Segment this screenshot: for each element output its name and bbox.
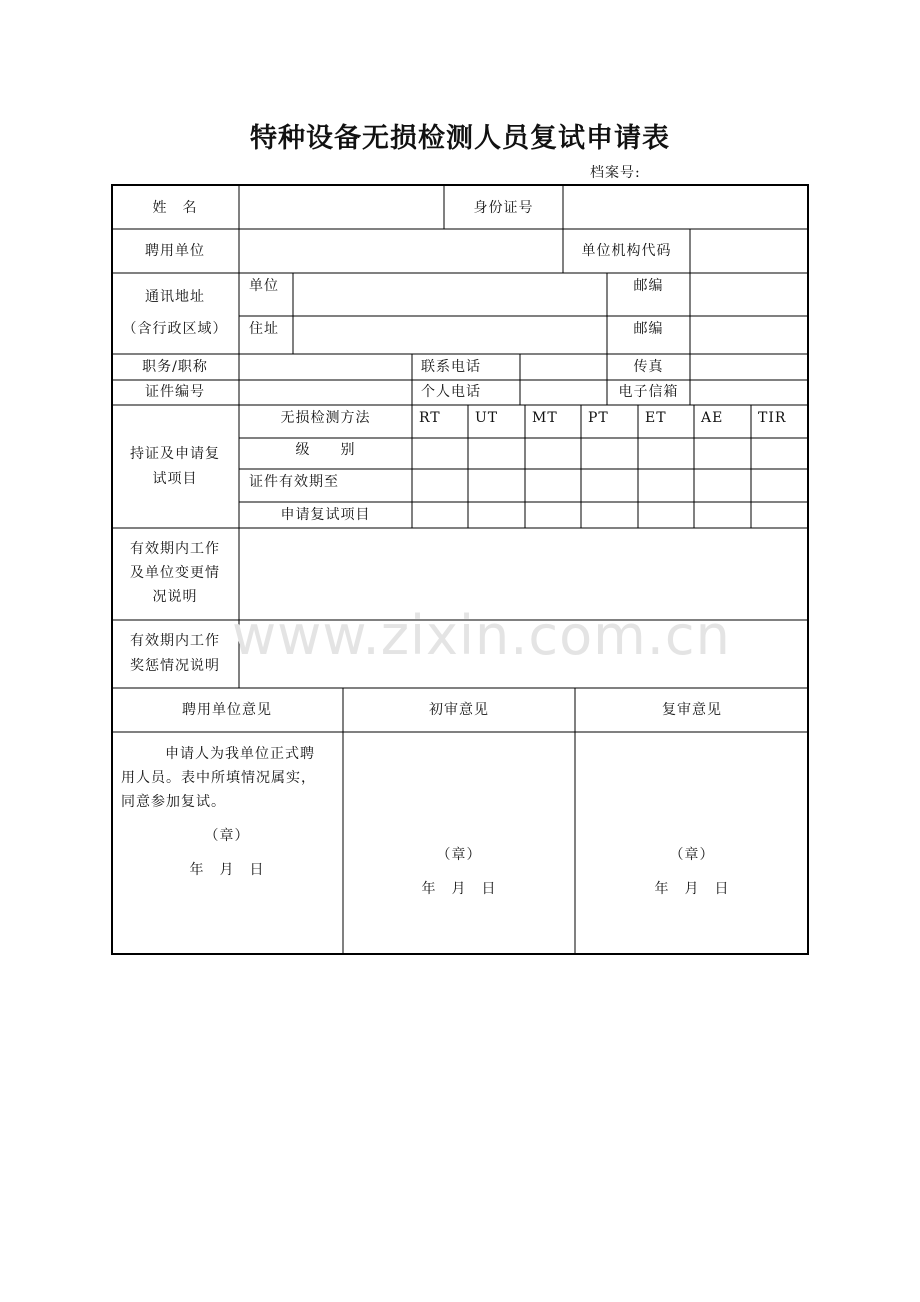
id-number-label: 身份证号	[473, 200, 534, 216]
awards-label: 有效期内工作	[130, 633, 220, 649]
employer-seal: （章）	[204, 828, 250, 844]
unit-label: 单位	[249, 278, 279, 294]
method-mt: MT	[532, 410, 558, 426]
items-sublabel: 试项目	[152, 471, 198, 487]
method-et: ET	[645, 410, 667, 426]
email-label: 电子信箱	[618, 384, 679, 400]
position-label: 职务/职称	[142, 359, 208, 375]
cert-number-label: 证件编号	[145, 384, 205, 400]
personal-phone-label: 个人电话	[421, 384, 481, 400]
fax-label: 传真	[633, 359, 664, 375]
contact-phone-label: 联系电话	[421, 359, 481, 375]
items-label: 持证及申请复	[130, 446, 220, 462]
postcode-label-1: 邮编	[633, 278, 664, 294]
archive-number-label: 档案号:	[590, 165, 641, 181]
method-ut: UT	[475, 410, 499, 426]
employer-label: 聘用单位	[145, 243, 205, 259]
application-form-table	[111, 184, 809, 955]
validity-label: 证件有效期至	[249, 474, 339, 490]
second-review-label: 复审意见	[662, 702, 722, 718]
statement-line-1: 申请人为我单位正式聘	[165, 746, 315, 762]
postcode-label-2: 邮编	[633, 321, 664, 337]
changes-label-2: 及单位变更情	[130, 565, 220, 581]
changes-label: 有效期内工作	[130, 541, 220, 557]
method-pt: PT	[588, 410, 609, 426]
method-tir: TIR	[758, 410, 787, 426]
employer-opinion-label: 聘用单位意见	[182, 702, 272, 718]
address-sublabel: （含行政区域）	[122, 321, 228, 337]
awards-label-2: 奖惩情况说明	[130, 658, 220, 674]
watermark: www.zixin.com.cn	[232, 604, 731, 667]
level-label: 级 别	[295, 442, 356, 458]
residence-label: 住址	[249, 321, 279, 337]
employer-date: 年 月 日	[189, 862, 265, 878]
address-label: 通讯地址	[145, 289, 205, 305]
apply-items-label: 申请复试项目	[280, 507, 371, 523]
method-ae: AE	[701, 410, 724, 426]
second-review-seal: （章）	[669, 847, 715, 863]
employer-statement	[121, 742, 339, 814]
method-label: 无损检测方法	[280, 410, 371, 426]
changes-label-3: 况说明	[152, 589, 198, 605]
statement-line-3: 同意参加复试。	[121, 794, 226, 810]
org-code-label: 单位机构代码	[581, 243, 672, 259]
form-title: 特种设备无损检测人员复试申请表	[250, 123, 670, 154]
first-review-label: 初审意见	[429, 702, 489, 718]
method-rt: RT	[419, 410, 441, 426]
first-review-seal: （章）	[436, 847, 482, 863]
name-label: 姓 名	[152, 200, 198, 216]
first-review-date: 年 月 日	[421, 881, 497, 897]
statement-line-2: 用人员。表中所填情况属实，	[121, 770, 316, 786]
second-review-date: 年 月 日	[654, 881, 730, 897]
